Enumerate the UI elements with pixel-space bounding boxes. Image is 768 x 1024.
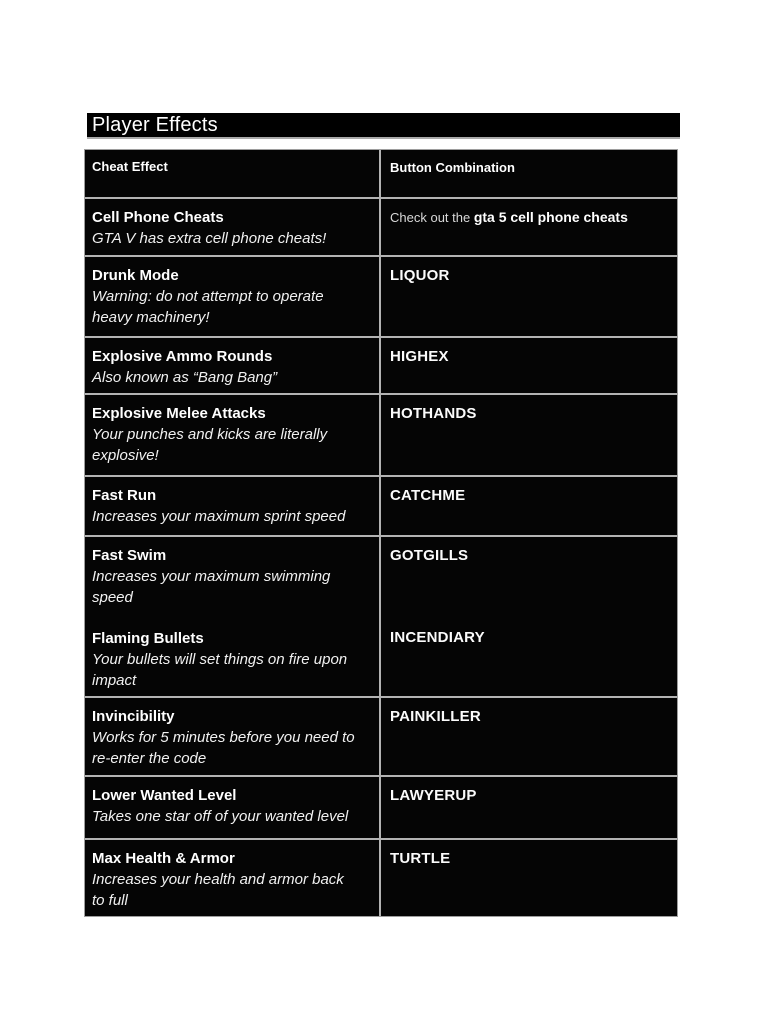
cheat-code: INCENDIARY — [390, 629, 485, 646]
column-header-button-combination: Button Combination — [390, 160, 515, 175]
cheat-description: Also known as “Bang Bang” — [92, 369, 278, 386]
cheat-description: Increases your maximum sprint speed — [92, 508, 346, 525]
cheat-name: Cell Phone Cheats — [92, 209, 224, 226]
cheat-description: Warning: do not attempt to operate heavy machinery! — [92, 288, 324, 326]
cheat-code: LAWYERUP — [390, 787, 477, 804]
table-row — [85, 537, 677, 698]
table-row — [85, 477, 677, 537]
cell-phone-cheats-link[interactable]: gta 5 cell phone cheats — [473, 209, 628, 225]
table-row — [85, 257, 677, 338]
table-row — [85, 840, 677, 916]
table-header-row — [85, 150, 677, 199]
cheat-description: Takes one star off of your wanted level — [92, 808, 349, 825]
cheat-name: Lower Wanted Level — [92, 787, 237, 804]
cheat-code: HIGHEX — [390, 348, 449, 365]
cheat-table — [84, 149, 678, 917]
cheat-name: Invincibility — [92, 708, 175, 725]
cheat-description: Increases your maximum swimming speed — [92, 568, 331, 606]
cheat-code: HOTHANDS — [390, 405, 477, 422]
cheat-name: Flaming Bullets — [92, 630, 204, 647]
cheat-code: PAINKILLER — [390, 708, 481, 725]
cheat-description: Works for 5 minutes before you need to re-enter the code — [92, 729, 355, 767]
cheat-code: CATCHME — [390, 487, 466, 504]
page-title: Player Effects — [92, 114, 218, 136]
table-row — [85, 698, 677, 777]
cheat-name: Explosive Melee Attacks — [92, 405, 266, 422]
cheat-description: Your bullets will set things on fire upon impact — [92, 651, 348, 689]
table-row — [85, 338, 677, 395]
link-prefix-text: Check out the — [390, 210, 474, 225]
cheat-description: GTA V has extra cell phone cheats! — [92, 230, 327, 247]
table-row — [85, 777, 677, 840]
cheat-description: Your punches and kicks are literally explosive! — [92, 426, 328, 464]
cheat-name: Explosive Ammo Rounds — [92, 348, 273, 365]
section-title-bar — [87, 113, 680, 139]
cheat-code: GOTGILLS — [390, 547, 469, 564]
cheat-name: Fast Run — [92, 487, 157, 504]
cheat-code: LIQUOR — [390, 267, 450, 284]
cheat-description: Increases your health and armor back to full — [92, 871, 344, 909]
cheat-name: Max Health & Armor — [92, 850, 235, 867]
column-header-cheat-effect: Cheat Effect — [92, 159, 168, 174]
table-row — [85, 395, 677, 477]
cheat-name: Drunk Mode — [92, 267, 179, 284]
cheat-name: Fast Swim — [92, 547, 167, 564]
table-row — [85, 199, 677, 257]
cheat-code: TURTLE — [390, 850, 451, 867]
